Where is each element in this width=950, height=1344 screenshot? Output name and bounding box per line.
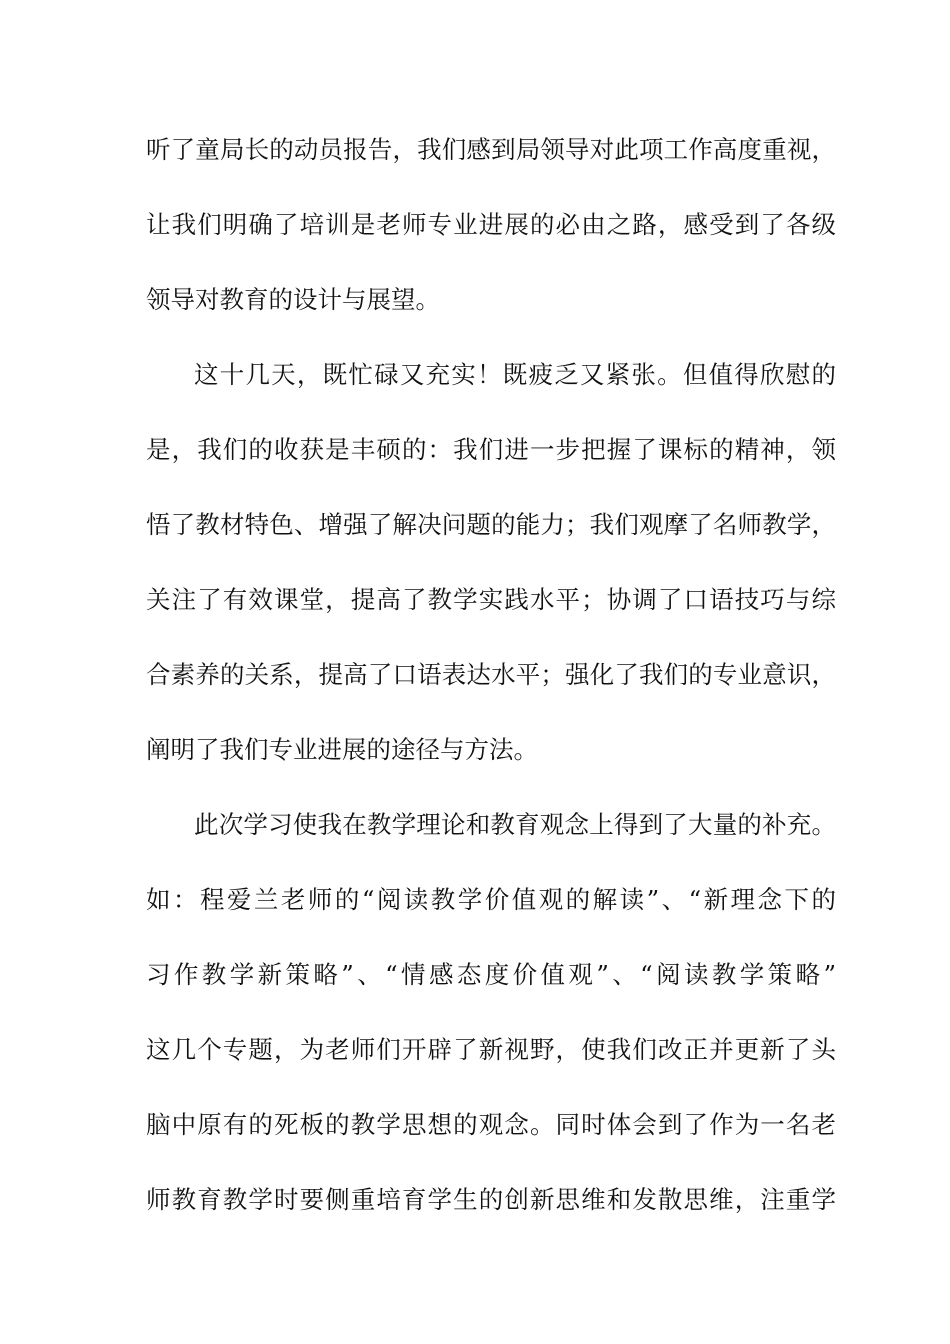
text-line-5: 是，我们的收获是丰硕的：我们进一步把握了课标的精神，领 xyxy=(146,435,836,464)
text-line-14: 脑中原有的死板的教学思想的观念。同时体会到了作为一名老 xyxy=(146,1110,836,1139)
text-line-12: 习作教学新策略”、“情感态度价值观”、“阅读教学策略” xyxy=(146,960,836,989)
text-line-10: 此次学习使我在教学理论和教育观念上得到了大量的补充。 xyxy=(194,810,836,839)
text-line-15: 师教育教学时要侧重培育学生的创新思维和发散思维，注重学 xyxy=(146,1185,836,1214)
text-line-9: 阐明了我们专业进展的途径与方法。 xyxy=(146,735,538,764)
text-line-7: 关注了有效课堂，提高了教学实践水平；协调了口语技巧与综 xyxy=(146,585,836,614)
text-line-4: 这十几天，既忙碌又充实！既疲乏又紧张。但值得欣慰的 xyxy=(194,360,836,389)
text-line-3: 领导对教育的设计与展望。 xyxy=(146,285,440,314)
text-line-13: 这几个专题，为老师们开辟了新视野，使我们改正并更新了头 xyxy=(146,1035,836,1064)
text-line-1: 听了童局长的动员报告，我们感到局领导对此项工作高度重视， xyxy=(146,135,836,164)
text-line-6: 悟了教材特色、增强了解决问题的能力；我们观摩了名师教学， xyxy=(146,510,836,539)
text-line-2: 让我们明确了培训是老师专业进展的必由之路，感受到了各级 xyxy=(146,210,836,239)
text-line-11: 如：程爱兰老师的“阅读教学价值观的解读”、“新理念下的 xyxy=(146,885,836,914)
text-line-8: 合素养的关系，提高了口语表达水平；强化了我们的专业意识， xyxy=(146,660,836,689)
